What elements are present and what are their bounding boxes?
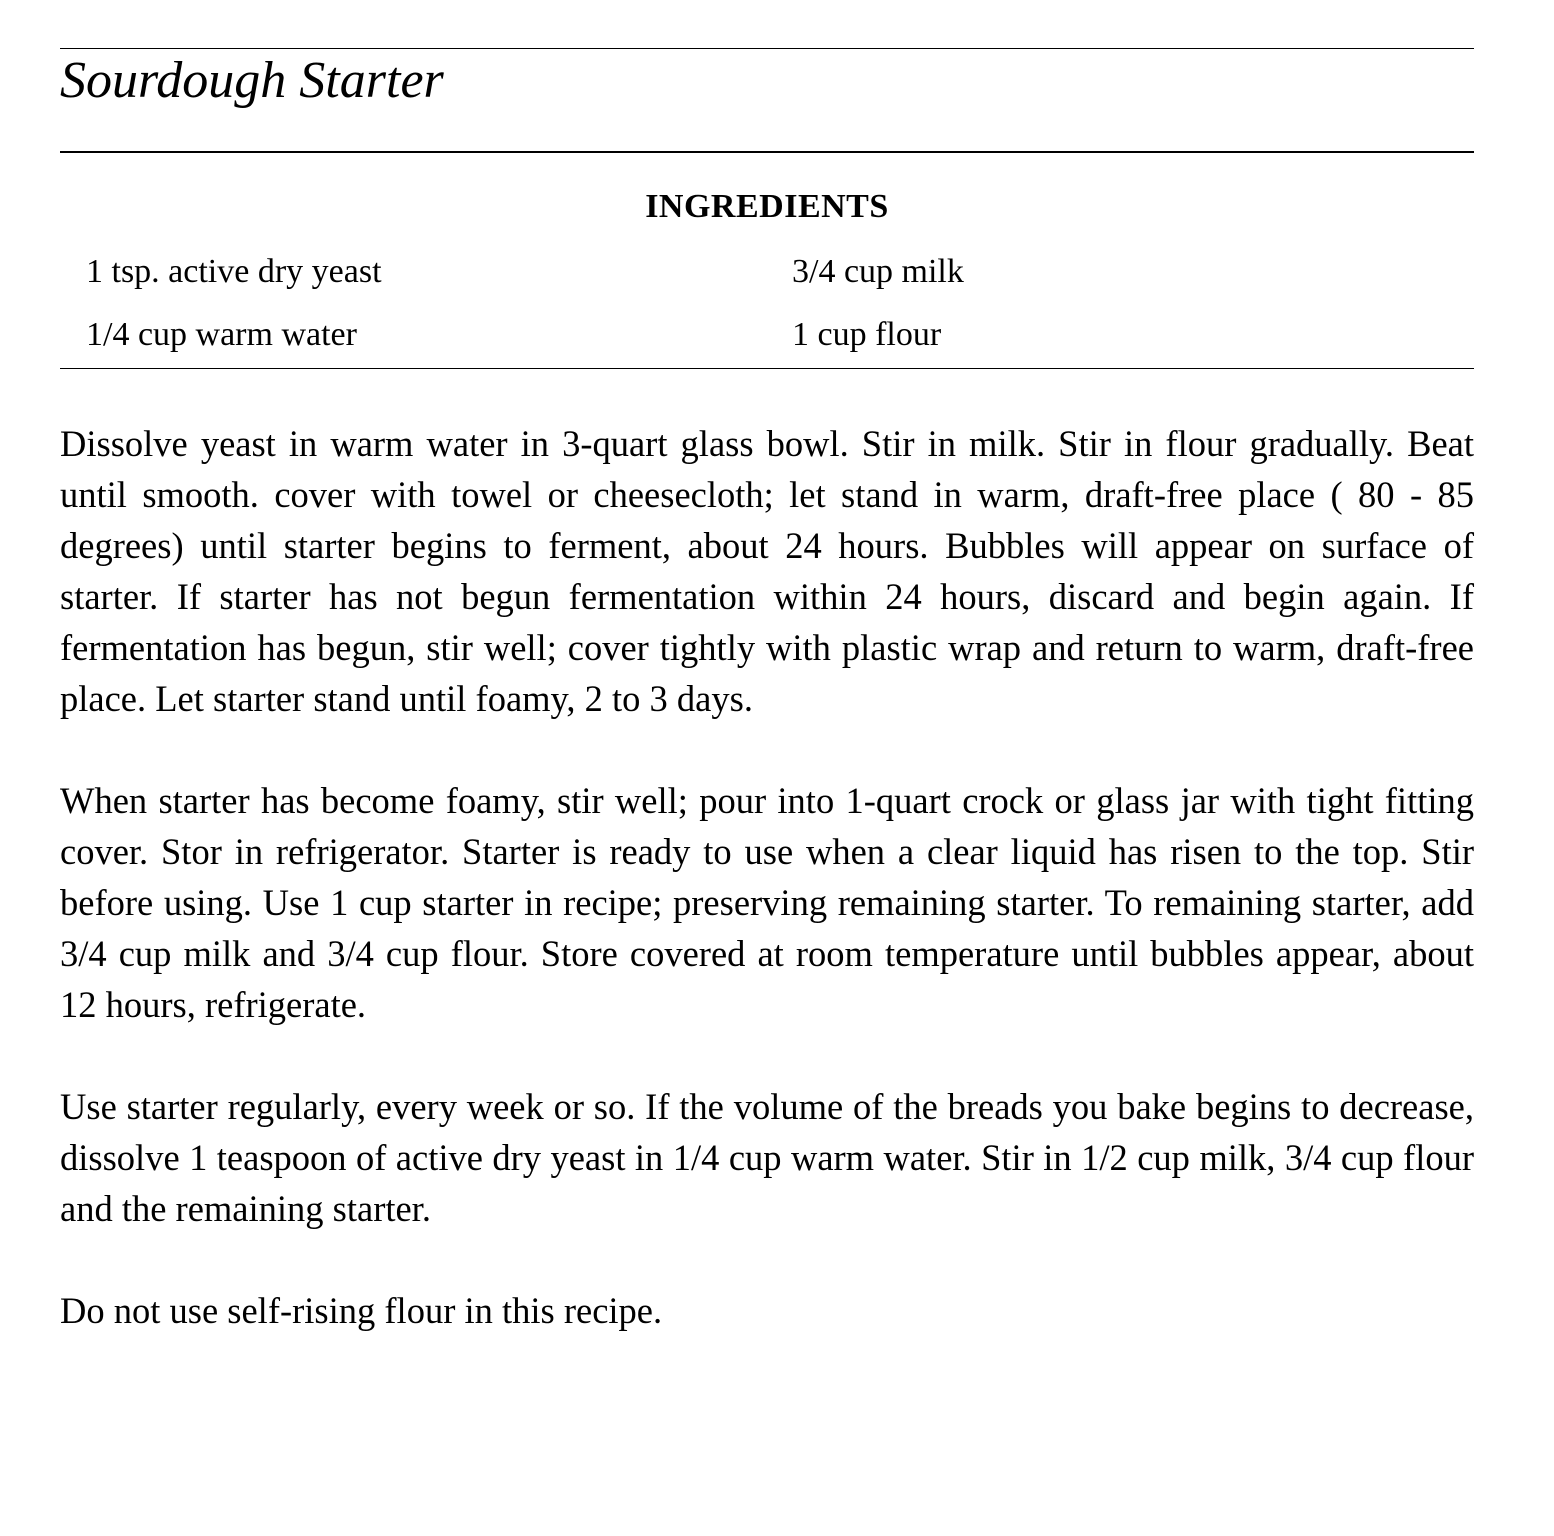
ingredient-item: 1 cup flour [792,316,942,353]
ingredient-item: 1 tsp. active dry yeast [86,253,382,290]
instruction-note: Do not use self-rising flour in this recipe. [60,1290,663,1331]
title-divider [60,151,1474,153]
ingredients-divider [60,368,1474,369]
ingredient-item: 1/4 cup warm water [86,316,357,353]
instruction-paragraph: When starter has become foamy, stir well; pour into 1-quart crock or glass jar with tight fitting cover. Stor in refrigerator. Starter is ready to use when a clear liquid has risen to the top. Stir before using. Use 1 cup starter in recipe; preserving remaining starter. To remaining starter, add 3/4 cup milk and 3/4 cup flour. Store covered at room temperature until bubbles appear, about 12 hours, refrigerate. [60,780,1474,1025]
recipe-title: Sourdough Starter [60,52,444,109]
ingredients-heading: INGREDIENTS [645,188,889,225]
instruction-paragraph: Use starter regularly, every week or so. If the volume of the breads you bake begins to decrease, dissolve 1 teaspoon of active dry yeast in 1/4 cup warm water. Stir in 1/2 cup milk, 3/4 cup flour and the remaining starter. [60,1086,1474,1229]
ingredient-item: 3/4 cup milk [792,253,964,290]
instructions [60,418,1474,1387]
instruction-paragraph: Dissolve yeast in warm water in 3-quart glass bowl. Stir in milk. Stir in flour gradually. Beat until smooth. cover with towel or cheesecloth; let stand in warm, draft-free place ( 80 - 85 degrees) until starter begins to ferment, about 24 hours. Bubbles will appear on surface of starter. If starter has not begun fermentation within 24 hours, discard and begin again. If fermentation has begun, stir well; cover tightly with plastic wrap and return to warm, draft-free place. Let starter stand until foamy, 2 to 3 days. [60,423,1474,719]
